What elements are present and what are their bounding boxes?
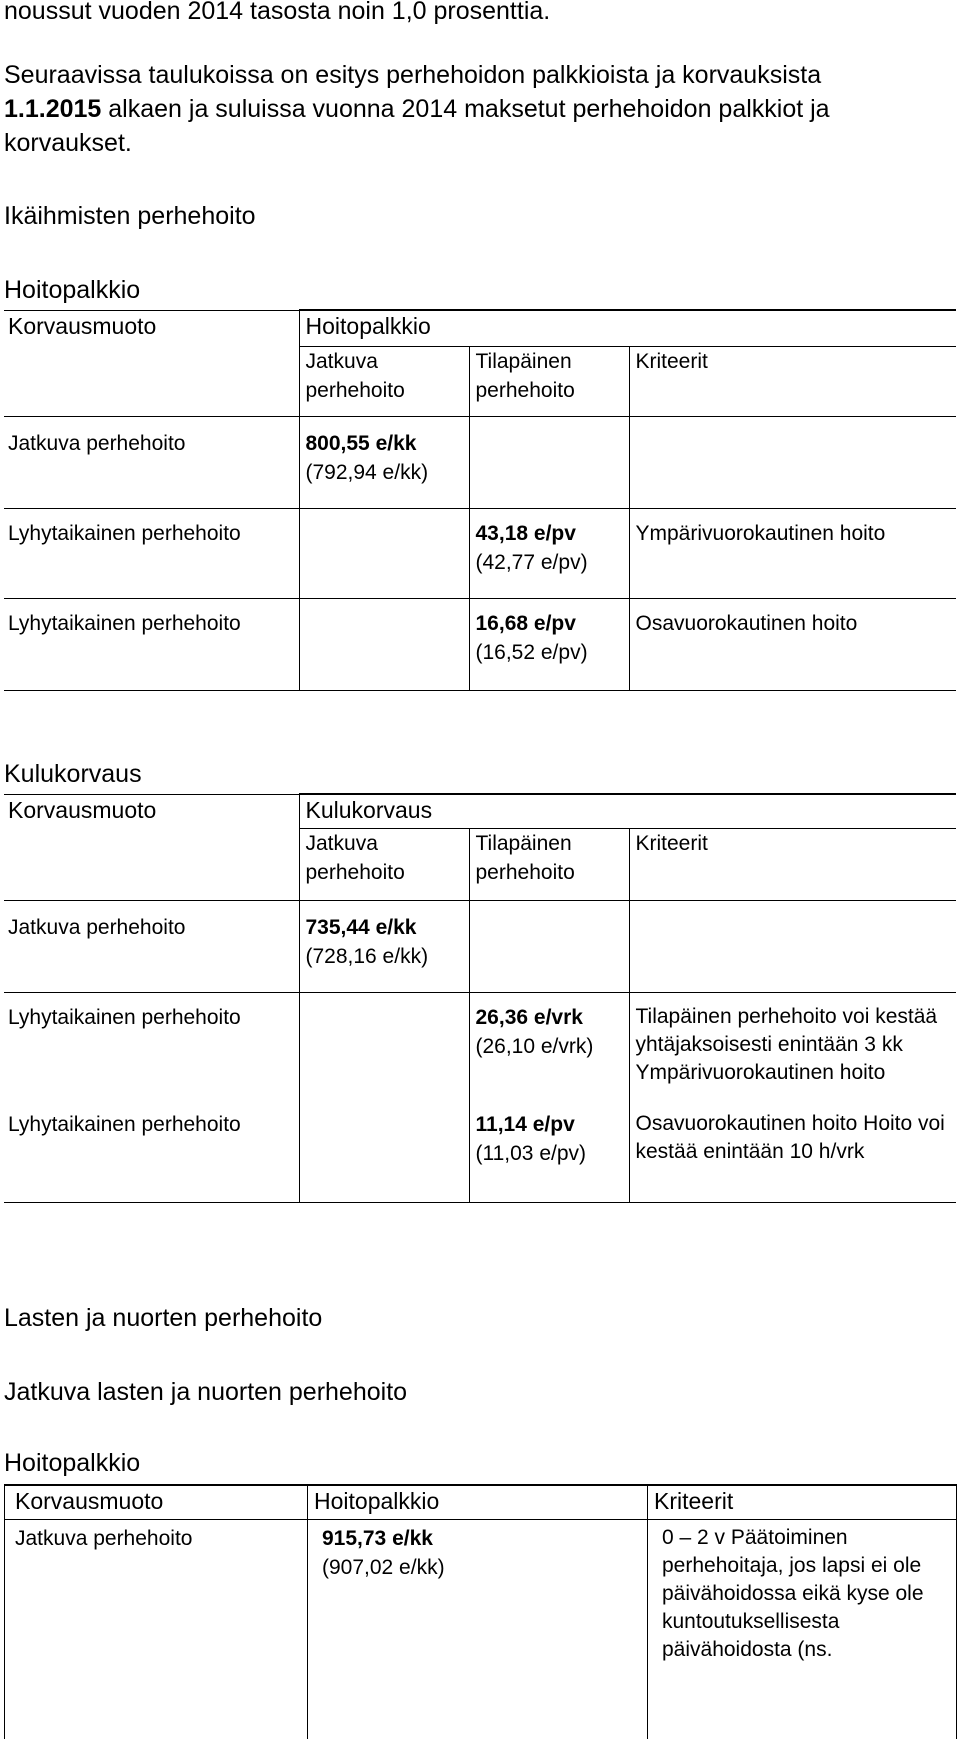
header-kriteerit: Kriteerit xyxy=(629,828,956,900)
intro-date: 1.1.2015 xyxy=(4,95,102,123)
row-type: Lyhytaikainen perhehoito xyxy=(4,598,299,690)
cell-jatkuva xyxy=(299,598,469,690)
cell-tilapainen xyxy=(469,900,629,992)
intro-paragraph: Seuraavissa taulukoissa on esitys perhehoidon palkkioista ja korvauksista 1.1.2015 alkaen ja suluissa vuonna 2014 maksetut perhehoidon palkkiot ja korvaukset. xyxy=(4,61,830,157)
table-elderly-fee xyxy=(4,309,956,691)
cell-kriteerit: 0 – 2 v Päätoiminen perhehoitaja, jos lapsi ei ole päivähoidossa eikä kyse ole kuntoutuksellisesta päivähoidosta (ns. xyxy=(648,1519,957,1739)
table-row xyxy=(4,416,956,508)
cell-tilapainen: 43,18 e/pv (42,77 e/pv) xyxy=(469,508,629,598)
table-row xyxy=(4,508,956,598)
row-type: Lyhytaikainen perhehoito xyxy=(4,992,299,1110)
table-elderly-expense xyxy=(4,793,956,1203)
cell-jatkuva xyxy=(299,1110,469,1202)
subtitle-hoitopalkkio: Hoitopalkkio xyxy=(4,276,141,304)
header-korvausmuoto: Korvausmuoto xyxy=(4,310,299,416)
table-header-row xyxy=(4,794,956,828)
cell-tilapainen: 16,68 e/pv (16,52 e/pv) xyxy=(469,598,629,690)
cell-kriteerit: Osavuorokautinen hoito xyxy=(629,598,956,690)
cell-jatkuva xyxy=(299,508,469,598)
table-row xyxy=(4,1110,956,1202)
row-type: Jatkuva perhehoito xyxy=(5,1519,308,1739)
header-group-hoitopalkkio: Hoitopalkkio xyxy=(299,310,956,346)
header-korvausmuoto: Korvausmuoto xyxy=(5,1485,308,1519)
header-jatkuva: Jatkuva perhehoito xyxy=(299,346,469,416)
header-kriteerit: Kriteerit xyxy=(648,1485,957,1519)
table-row xyxy=(4,992,956,1110)
header-group-kulukorvaus: Kulukorvaus xyxy=(299,794,956,828)
header-tilapainen: Tilapäinen perhehoito xyxy=(469,828,629,900)
cell-kriteerit: Ympärivuorokautinen hoito xyxy=(629,508,956,598)
header-tilapainen: Tilapäinen perhehoito xyxy=(469,346,629,416)
table-header-row xyxy=(4,310,956,346)
header-jatkuva: Jatkuva perhehoito xyxy=(299,828,469,900)
cell-kriteerit xyxy=(629,416,956,508)
table-row xyxy=(5,1519,957,1739)
cell-tilapainen: 26,36 e/vrk (26,10 e/vrk) xyxy=(469,992,629,1110)
section-title-elderly: Ikäihmisten perhehoito xyxy=(4,202,256,230)
header-kriteerit: Kriteerit xyxy=(629,346,956,416)
row-type: Jatkuva perhehoito xyxy=(4,900,299,992)
cell-tilapainen: 11,14 e/pv (11,03 e/pv) xyxy=(469,1110,629,1202)
cell-tilapainen xyxy=(469,416,629,508)
section-title-children: Lasten ja nuorten perhehoito xyxy=(4,1304,323,1332)
table-header-row xyxy=(5,1485,957,1519)
row-type: Jatkuva perhehoito xyxy=(4,416,299,508)
cell-jatkuva xyxy=(299,992,469,1110)
subtitle-hoitopalkkio-children: Hoitopalkkio xyxy=(4,1449,141,1477)
header-hoitopalkkio: Hoitopalkkio xyxy=(308,1485,648,1519)
cell-jatkuva: 800,55 e/kk (792,94 e/kk) xyxy=(299,416,469,508)
intro-line: noussut vuoden 2014 tasosta noin 1,0 prosenttia. xyxy=(4,0,551,25)
cell-jatkuva: 735,44 e/kk (728,16 e/kk) xyxy=(299,900,469,992)
table-row xyxy=(4,900,956,992)
row-type: Lyhytaikainen perhehoito xyxy=(4,508,299,598)
row-type: Lyhytaikainen perhehoito xyxy=(4,1110,299,1202)
subtitle-kulukorvaus: Kulukorvaus xyxy=(4,760,142,788)
cell-kriteerit: Osavuorokautinen hoito Hoito voi kestää enintään 10 h/vrk xyxy=(629,1110,956,1202)
cell-kriteerit xyxy=(629,900,956,992)
subtitle-jatkuva-lasten: Jatkuva lasten ja nuorten perhehoito xyxy=(4,1378,408,1406)
header-korvausmuoto: Korvausmuoto xyxy=(4,794,299,900)
cell-kriteerit: Tilapäinen perhehoito voi kestää yhtäjaksoisesti enintään 3 kk Ympärivuorokautinen hoito xyxy=(629,992,956,1110)
cell-hoitopalkkio: 915,73 e/kk (907,02 e/kk) xyxy=(308,1519,648,1739)
table-children-fee xyxy=(4,1484,957,1739)
table-row xyxy=(4,598,956,690)
